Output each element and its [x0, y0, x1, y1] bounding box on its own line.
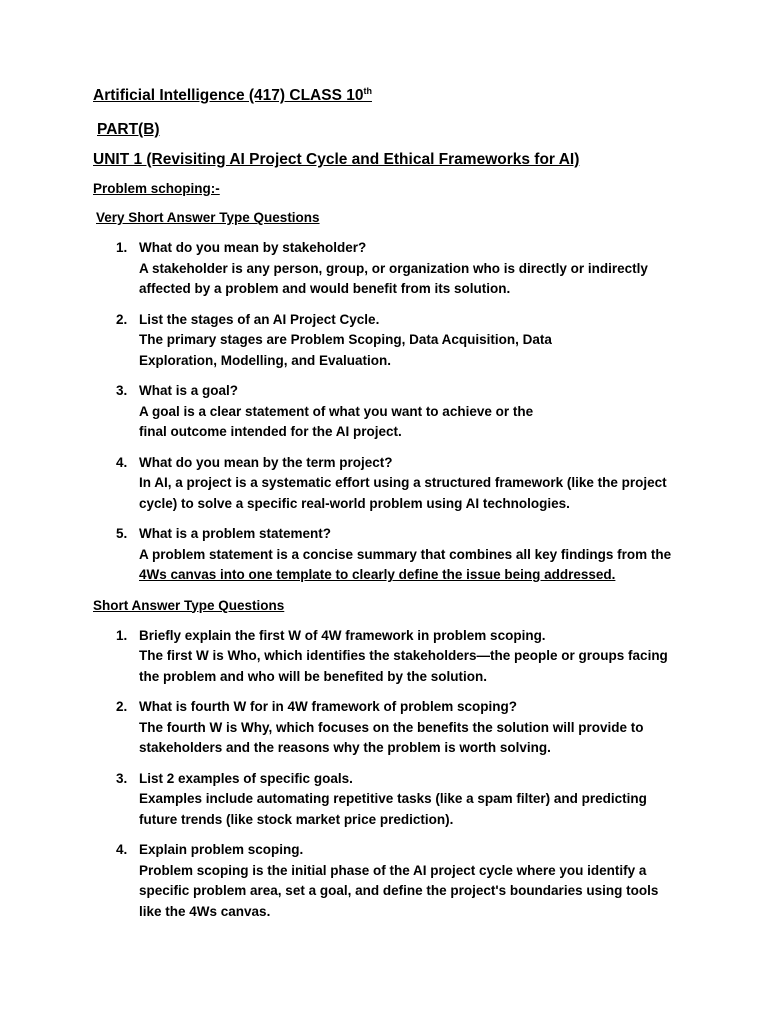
list-item [93, 524, 683, 586]
item-number: 3. [116, 770, 128, 786]
answer-text: The first W is Who, which identifies the stakeholders—the people or groups facing the problem and who will be benefited by the solution. [139, 648, 668, 684]
item-number: 1. [116, 627, 128, 643]
section-title: Problem schoping:- [93, 181, 220, 196]
question-text: What do you mean by the term project? [139, 454, 393, 470]
question-text: What do you mean by stakeholder? [139, 240, 367, 255]
very-short-list [93, 238, 683, 586]
short-list [93, 626, 683, 923]
list-item [93, 769, 683, 831]
document-title [93, 86, 683, 106]
item-number: 2. [116, 699, 128, 714]
very-short-heading-text: Very Short Answer Type Questions [96, 210, 320, 225]
list-item [93, 238, 683, 300]
item-number: 3. [116, 383, 128, 398]
list-item [93, 626, 683, 688]
question-text: List 2 examples of specific goals. [139, 770, 353, 786]
answer-text: Problem scoping is the initial phase of the AI project cycle where you identify a specific problem area, set a goal, and define the project's boundaries using tools like the 4Ws canvas. [139, 862, 659, 919]
item-number: 5. [116, 526, 128, 541]
title-superscript: th [363, 85, 372, 96]
list-item [93, 840, 683, 922]
part-heading: PART(B) [97, 121, 160, 138]
answer-text-continued: 4Ws canvas into one template to clearly define the issue being addressed. [139, 567, 616, 582]
question-text: Briefly explain the first W of 4W framework in problem scoping. [139, 627, 546, 643]
question-text: What is a goal? [139, 383, 239, 398]
answer-text: A stakeholder is any person, group, or organization who is directly or indirectly affected by a problem and would benefit from its solution. [139, 260, 648, 296]
list-item [93, 453, 683, 515]
answer-text: A goal is a clear statement of what you want to achieve or the final outcome intended for the AI project. [139, 403, 534, 439]
question-text: List the stages of an AI Project Cycle. [139, 311, 380, 327]
answer-text: A problem statement is a concise summary that combines all key findings from the [139, 546, 672, 562]
short-heading: Short Answer Type Questions [93, 597, 285, 613]
list-item [93, 697, 683, 759]
answer-text: The primary stages are Problem Scoping, Data Acquisition, Data Exploration, Modelling, and Evaluation. [139, 332, 552, 368]
unit-heading: UNIT 1 (Revisiting AI Project Cycle and Ethical Frameworks for AI) [93, 151, 580, 168]
item-number: 4. [116, 454, 128, 470]
title-text: Artificial Intelligence (417) CLASS 10 [93, 87, 364, 104]
item-number: 4. [116, 842, 128, 857]
question-text: Explain problem scoping. [139, 842, 304, 857]
list-item [93, 381, 683, 443]
answer-text: Examples include automating repetitive tasks (like a spam filter) and predicting future trends (like stock market price prediction). [139, 791, 647, 827]
list-item [93, 310, 683, 372]
item-number: 1. [116, 240, 128, 255]
very-short-heading [93, 209, 683, 227]
document-page [93, 86, 683, 933]
item-number: 2. [116, 311, 128, 327]
question-text: What is a problem statement? [139, 526, 332, 541]
answer-text: In AI, a project is a systematic effort using a structured framework (like the project cycle) to solve a specific real-world problem using AI technologies. [139, 475, 667, 511]
answer-text: The fourth W is Why, which focuses on the benefits the solution will provide to stakeholders and the reasons why the problem is worth solving. [139, 719, 644, 755]
question-text: What is fourth W for in 4W framework of problem scoping? [139, 699, 517, 714]
